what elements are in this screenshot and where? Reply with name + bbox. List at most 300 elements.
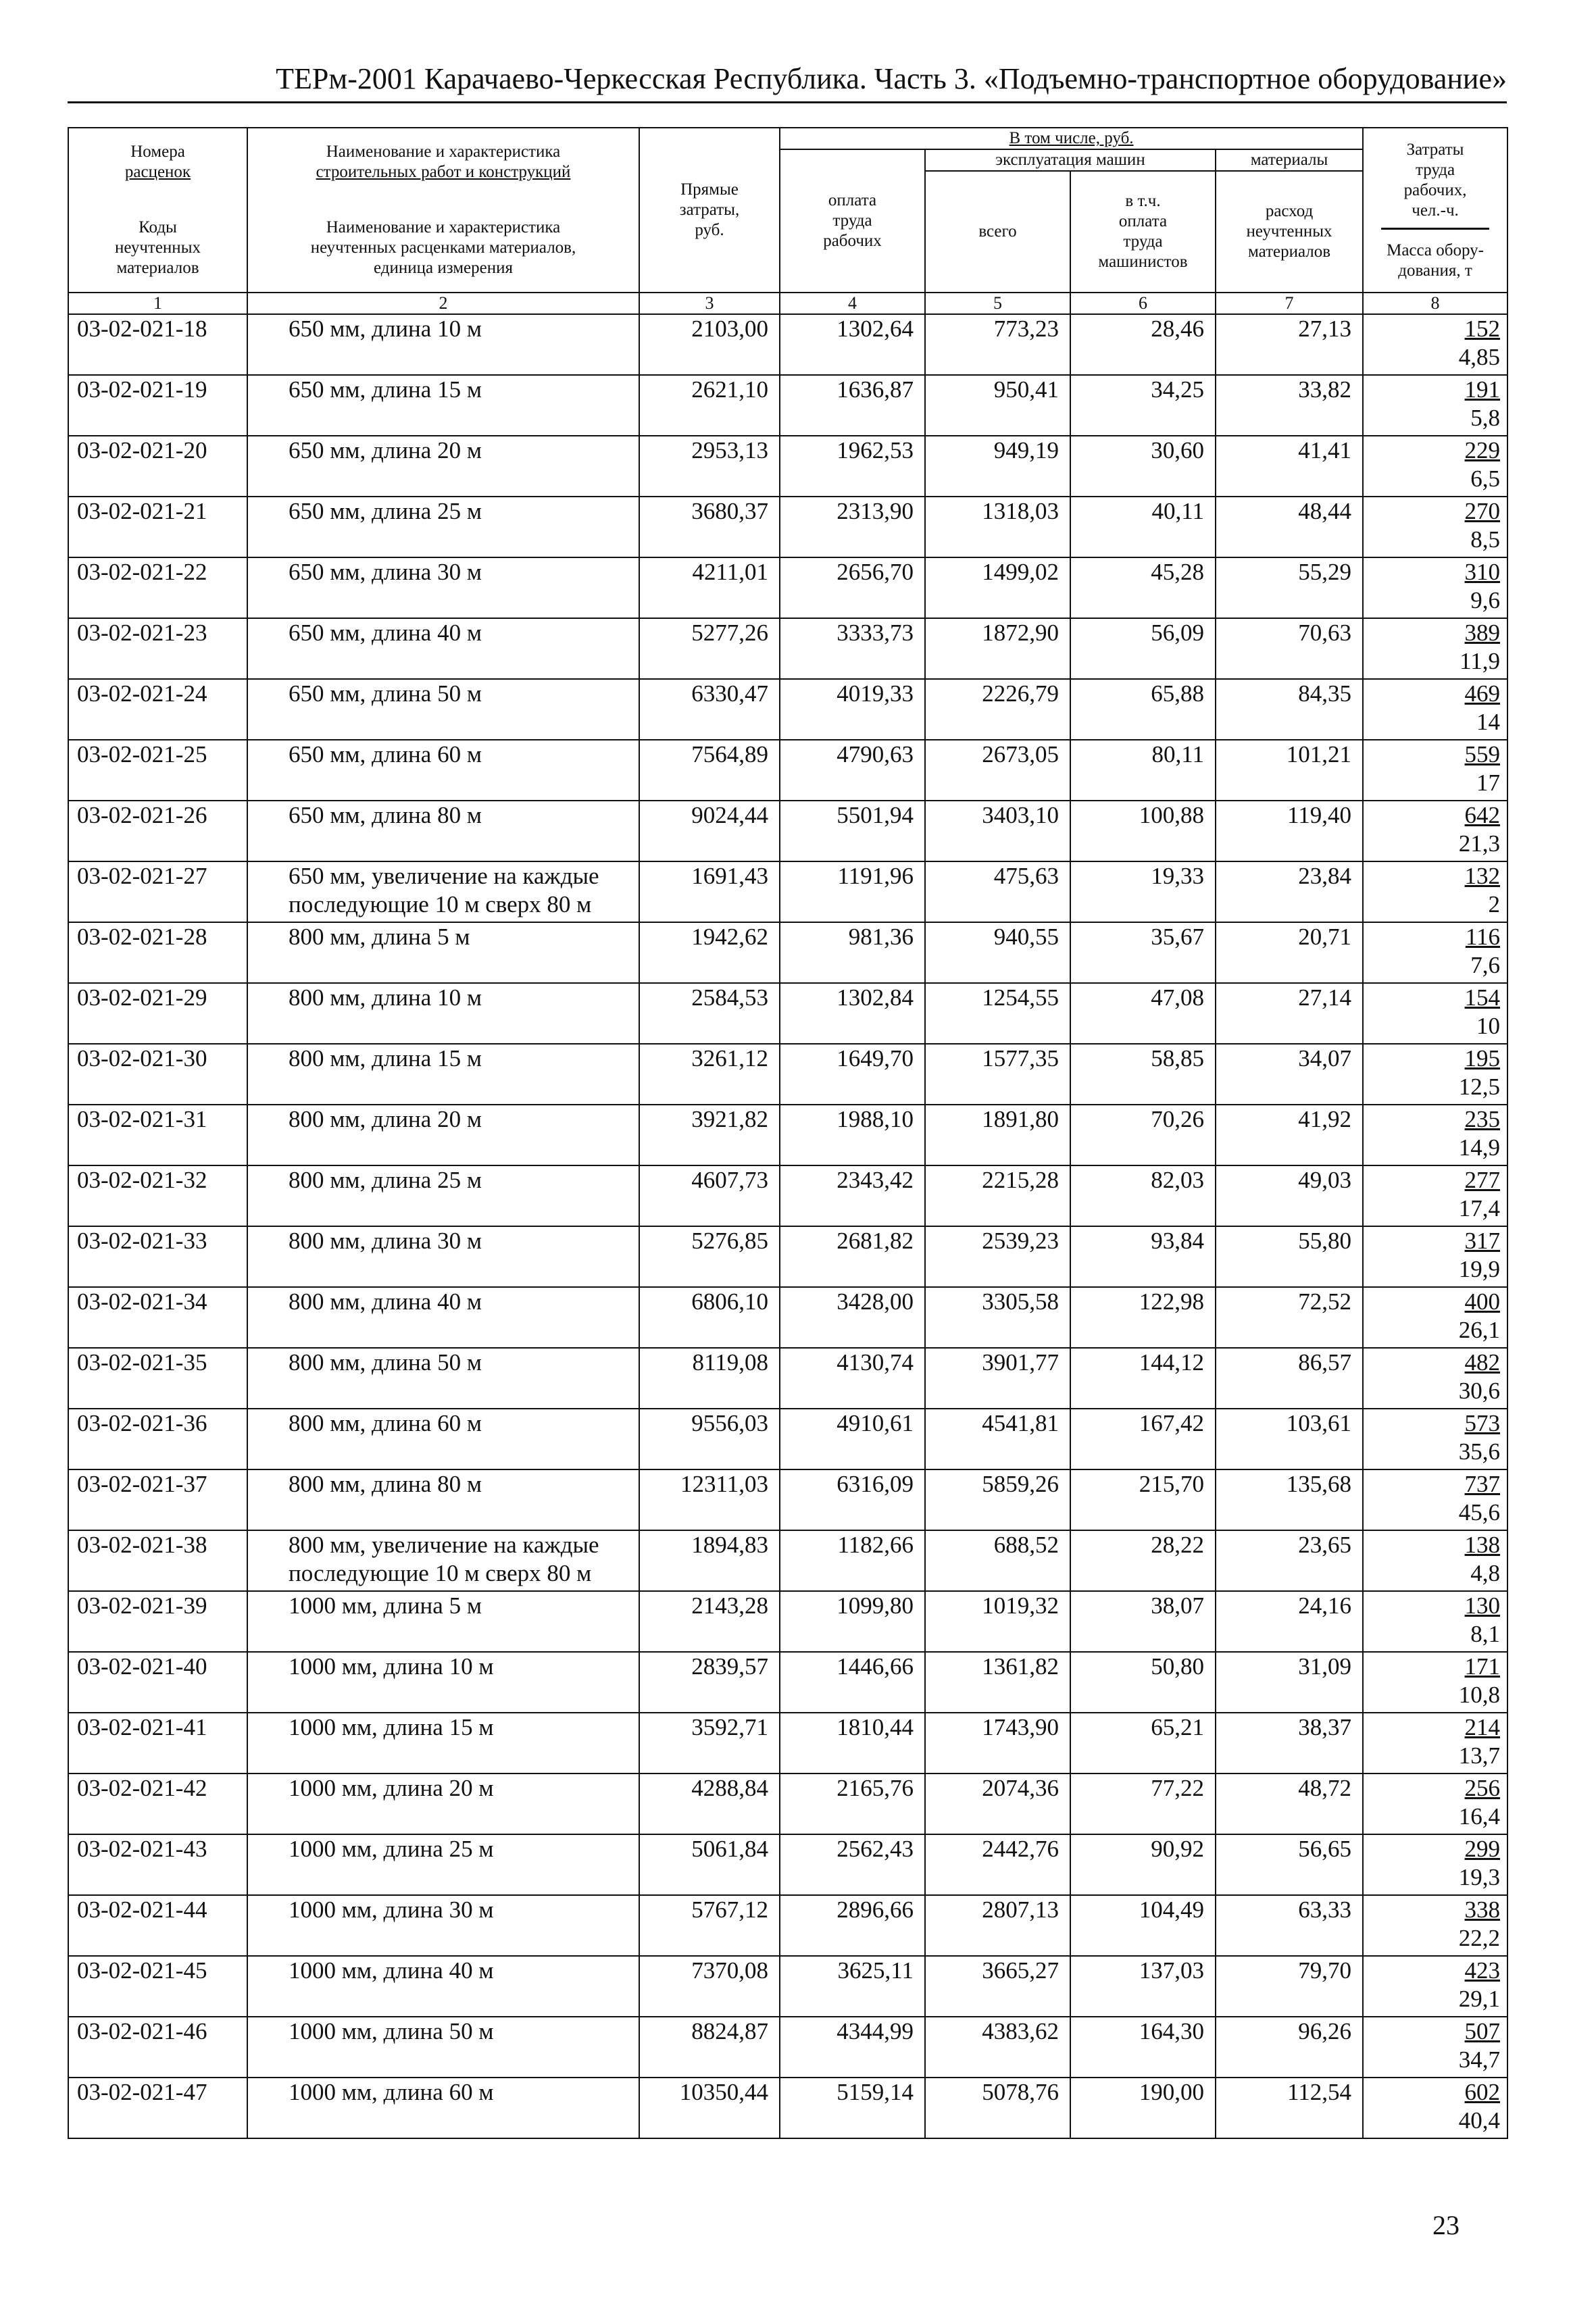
machinists-wages-cell: 70,26	[1070, 1105, 1216, 1165]
machines-total-cell: 4541,81	[925, 1409, 1070, 1469]
equipment-mass-value: 45,6	[1458, 1499, 1501, 1526]
machines-total-cell: 3403,10	[925, 801, 1070, 861]
table-row	[68, 1348, 1507, 1409]
equipment-mass-value: 13,7	[1458, 1742, 1501, 1769]
table-row	[68, 314, 1507, 375]
rate-code-cell: 03-02-021-30	[68, 1044, 247, 1105]
direct-costs-cell: 3921,82	[639, 1105, 780, 1165]
labor-hours-value: 642	[1464, 802, 1501, 828]
labor-mass-cell	[1363, 801, 1507, 861]
equipment-mass-value: 19,9	[1458, 1256, 1501, 1282]
machines-total-cell: 3901,77	[925, 1348, 1070, 1409]
materials-consumption-cell: 48,44	[1216, 497, 1363, 557]
direct-costs-cell: 5061,84	[639, 1834, 780, 1895]
work-name-cell: 1000 мм, длина 10 м	[247, 1652, 639, 1713]
rate-code-cell: 03-02-021-26	[68, 801, 247, 861]
machines-total-cell: 773,23	[925, 314, 1070, 375]
labor-mass-cell	[1363, 1591, 1507, 1652]
rate-code-cell: 03-02-021-32	[68, 1165, 247, 1226]
direct-costs-cell: 2103,00	[639, 314, 780, 375]
direct-costs-cell: 5767,12	[639, 1895, 780, 1956]
equipment-mass-value: 9,6	[1470, 587, 1501, 613]
machines-total-cell: 3665,27	[925, 1956, 1070, 2017]
table-row	[68, 1713, 1507, 1774]
header-labor-wages: оплата труда рабочих	[780, 149, 925, 293]
equipment-mass-value: 8,5	[1470, 526, 1501, 553]
materials-consumption-cell: 27,13	[1216, 314, 1363, 375]
table-row	[68, 861, 1507, 922]
machinists-wages-cell: 144,12	[1070, 1348, 1216, 1409]
labor-wages-cell: 1446,66	[780, 1652, 925, 1713]
labor-wages-cell: 1302,64	[780, 314, 925, 375]
materials-consumption-cell: 72,52	[1216, 1287, 1363, 1348]
table-row	[68, 497, 1507, 557]
table-row	[68, 1591, 1507, 1652]
labor-wages-cell: 2562,43	[780, 1834, 925, 1895]
rates-table	[68, 127, 1508, 2139]
machinists-wages-cell: 137,03	[1070, 1956, 1216, 2017]
work-name-cell: 650 мм, длина 50 м	[247, 679, 639, 740]
labor-wages-cell: 4130,74	[780, 1348, 925, 1409]
labor-mass-cell	[1363, 1287, 1507, 1348]
work-name-cell: 650 мм, длина 40 м	[247, 618, 639, 679]
labor-mass-cell	[1363, 1165, 1507, 1226]
table-row	[68, 1226, 1507, 1287]
equipment-mass-value: 5,8	[1470, 405, 1501, 431]
equipment-mass-value: 16,4	[1458, 1803, 1501, 1830]
direct-costs-cell: 5277,26	[639, 618, 780, 679]
equipment-mass-value: 14	[1476, 709, 1501, 735]
machinists-wages-cell: 167,42	[1070, 1409, 1216, 1469]
header-machinists-wages: в т.ч. оплата труда машинистов	[1070, 171, 1216, 293]
rate-code-cell: 03-02-021-37	[68, 1469, 247, 1530]
machines-total-cell: 1743,90	[925, 1713, 1070, 1774]
labor-wages-cell: 1182,66	[780, 1530, 925, 1591]
direct-costs-cell: 7564,89	[639, 740, 780, 801]
machines-total-cell: 940,55	[925, 922, 1070, 983]
direct-costs-cell: 5276,85	[639, 1226, 780, 1287]
table-row	[68, 436, 1507, 497]
column-number: 6	[1070, 293, 1216, 314]
header-direct-costs: Прямые затраты, руб.	[639, 128, 780, 293]
labor-hours-value: 195	[1464, 1045, 1501, 1072]
labor-wages-cell: 3625,11	[780, 1956, 925, 2017]
equipment-mass-value: 21,3	[1458, 830, 1501, 857]
materials-consumption-cell: 96,26	[1216, 2017, 1363, 2078]
table-row	[68, 1105, 1507, 1165]
direct-costs-cell: 4211,01	[639, 557, 780, 618]
equipment-mass-value: 17	[1476, 770, 1501, 796]
direct-costs-cell: 12311,03	[639, 1469, 780, 1530]
labor-wages-cell: 1649,70	[780, 1044, 925, 1105]
machinists-wages-cell: 93,84	[1070, 1226, 1216, 1287]
machinists-wages-cell: 30,60	[1070, 436, 1216, 497]
labor-hours-value: 171	[1464, 1653, 1501, 1680]
work-name-cell: 800 мм, длина 30 м	[247, 1226, 639, 1287]
labor-mass-cell	[1363, 436, 1507, 497]
direct-costs-cell: 2953,13	[639, 436, 780, 497]
direct-costs-cell: 9556,03	[639, 1409, 780, 1469]
labor-hours-value: 152	[1464, 316, 1501, 342]
labor-wages-cell: 981,36	[780, 922, 925, 983]
labor-wages-cell: 2165,76	[780, 1774, 925, 1834]
materials-consumption-cell: 41,92	[1216, 1105, 1363, 1165]
direct-costs-cell: 8824,87	[639, 2017, 780, 2078]
machines-total-cell: 5078,76	[925, 2078, 1070, 2138]
rate-code-cell: 03-02-021-35	[68, 1348, 247, 1409]
materials-consumption-cell: 103,61	[1216, 1409, 1363, 1469]
table-row	[68, 375, 1507, 436]
machines-total-cell: 2215,28	[925, 1165, 1070, 1226]
rate-code-cell: 03-02-021-39	[68, 1591, 247, 1652]
labor-mass-cell	[1363, 1834, 1507, 1895]
machinists-wages-cell: 164,30	[1070, 2017, 1216, 2078]
labor-mass-cell	[1363, 618, 1507, 679]
work-name-cell: 1000 мм, длина 20 м	[247, 1774, 639, 1834]
labor-mass-cell	[1363, 1226, 1507, 1287]
rate-code-cell: 03-02-021-33	[68, 1226, 247, 1287]
table-row	[68, 2017, 1507, 2078]
header-codes: Номера расценок Коды неучтенных материалов	[68, 128, 247, 293]
equipment-mass-value: 29,1	[1458, 1986, 1501, 2012]
direct-costs-cell: 2143,28	[639, 1591, 780, 1652]
machinists-wages-cell: 56,09	[1070, 618, 1216, 679]
rate-code-cell: 03-02-021-46	[68, 2017, 247, 2078]
labor-wages-cell: 4344,99	[780, 2017, 925, 2078]
labor-wages-cell: 2343,42	[780, 1165, 925, 1226]
rate-code-cell: 03-02-021-47	[68, 2078, 247, 2138]
equipment-mass-value: 10	[1476, 1013, 1501, 1039]
equipment-mass-value: 12,5	[1458, 1074, 1501, 1100]
work-name-cell: 1000 мм, длина 60 м	[247, 2078, 639, 2138]
labor-mass-cell	[1363, 983, 1507, 1044]
labor-hours-value: 423	[1464, 1957, 1501, 1984]
rate-code-cell: 03-02-021-42	[68, 1774, 247, 1834]
materials-consumption-cell: 79,70	[1216, 1956, 1363, 2017]
machines-total-cell: 2539,23	[925, 1226, 1070, 1287]
column-number: 1	[68, 293, 247, 314]
column-number: 5	[925, 293, 1070, 314]
labor-hours-value: 389	[1464, 620, 1501, 646]
labor-mass-cell	[1363, 314, 1507, 375]
work-name-cell: 800 мм, длина 40 м	[247, 1287, 639, 1348]
work-name-cell: 1000 мм, длина 40 м	[247, 1956, 639, 2017]
equipment-mass-value: 40,4	[1458, 2107, 1501, 2134]
labor-hours-value: 469	[1464, 680, 1501, 707]
table-row	[68, 1652, 1507, 1713]
labor-hours-value: 130	[1464, 1592, 1501, 1619]
header-materials-group: материалы	[1216, 149, 1363, 171]
rate-code-cell: 03-02-021-19	[68, 375, 247, 436]
materials-consumption-cell: 55,29	[1216, 557, 1363, 618]
work-name-cell: 800 мм, длина 25 м	[247, 1165, 639, 1226]
labor-mass-cell	[1363, 1409, 1507, 1469]
work-name-cell: 1000 мм, длина 15 м	[247, 1713, 639, 1774]
equipment-mass-value: 22,2	[1458, 1925, 1501, 1951]
rate-code-cell: 03-02-021-29	[68, 983, 247, 1044]
labor-mass-cell	[1363, 1895, 1507, 1956]
rate-code-cell: 03-02-021-22	[68, 557, 247, 618]
direct-costs-cell: 3680,37	[639, 497, 780, 557]
equipment-mass-value: 7,6	[1470, 952, 1501, 978]
labor-wages-cell: 4019,33	[780, 679, 925, 740]
machines-total-cell: 1499,02	[925, 557, 1070, 618]
header-names: Наименование и характеристика строительных работ и конструкций Наименование и характеристика неучтенных расценками материалов, единица измерения	[247, 128, 639, 293]
column-number: 4	[780, 293, 925, 314]
header-materials-consumption: расход неучтенных материалов	[1216, 171, 1363, 293]
rate-code-cell: 03-02-021-31	[68, 1105, 247, 1165]
materials-consumption-cell: 49,03	[1216, 1165, 1363, 1226]
table-row	[68, 2078, 1507, 2138]
labor-hours-value: 270	[1464, 498, 1501, 524]
materials-consumption-cell: 56,65	[1216, 1834, 1363, 1895]
header-including-group: В том числе, руб.	[780, 128, 1363, 149]
labor-mass-cell	[1363, 557, 1507, 618]
work-name-cell: 800 мм, длина 80 м	[247, 1469, 639, 1530]
materials-consumption-cell: 20,71	[1216, 922, 1363, 983]
work-name-cell: 650 мм, длина 30 м	[247, 557, 639, 618]
labor-mass-cell	[1363, 2017, 1507, 2078]
direct-costs-cell: 3261,12	[639, 1044, 780, 1105]
machines-total-cell: 2673,05	[925, 740, 1070, 801]
labor-hours-value: 602	[1464, 2079, 1501, 2105]
labor-hours-value: 214	[1464, 1714, 1501, 1740]
machines-total-cell: 5859,26	[925, 1469, 1070, 1530]
labor-wages-cell: 1302,84	[780, 983, 925, 1044]
machinists-wages-cell: 215,70	[1070, 1469, 1216, 1530]
direct-costs-cell: 3592,71	[639, 1713, 780, 1774]
rate-code-cell: 03-02-021-25	[68, 740, 247, 801]
rate-code-cell: 03-02-021-18	[68, 314, 247, 375]
labor-wages-cell: 5159,14	[780, 2078, 925, 2138]
labor-mass-cell	[1363, 2078, 1507, 2138]
direct-costs-cell: 1894,83	[639, 1530, 780, 1591]
labor-hours-value: 507	[1464, 2018, 1501, 2044]
equipment-mass-value: 10,8	[1458, 1682, 1501, 1708]
machinists-wages-cell: 40,11	[1070, 497, 1216, 557]
rate-code-cell: 03-02-021-36	[68, 1409, 247, 1469]
materials-consumption-cell: 33,82	[1216, 375, 1363, 436]
direct-costs-cell: 8119,08	[639, 1348, 780, 1409]
materials-consumption-cell: 23,84	[1216, 861, 1363, 922]
column-number: 8	[1363, 293, 1507, 314]
table-row	[68, 618, 1507, 679]
labor-hours-value: 191	[1464, 376, 1501, 403]
labor-hours-value: 338	[1464, 1896, 1501, 1923]
table-row	[68, 557, 1507, 618]
rate-code-cell: 03-02-021-41	[68, 1713, 247, 1774]
work-name-cell: 800 мм, длина 20 м	[247, 1105, 639, 1165]
title-rule	[68, 101, 1507, 103]
header-machines-total: всего	[925, 171, 1070, 293]
header-split-line	[1381, 228, 1489, 230]
table-row	[68, 1287, 1507, 1348]
table-row	[68, 922, 1507, 983]
labor-wages-cell: 6316,09	[780, 1469, 925, 1530]
rate-code-cell: 03-02-021-28	[68, 922, 247, 983]
machinists-wages-cell: 190,00	[1070, 2078, 1216, 2138]
equipment-mass-value: 17,4	[1458, 1195, 1501, 1222]
machines-total-cell: 2074,36	[925, 1774, 1070, 1834]
machinists-wages-cell: 90,92	[1070, 1834, 1216, 1895]
labor-hours-value: 559	[1464, 741, 1501, 768]
machines-total-cell: 1019,32	[925, 1591, 1070, 1652]
labor-hours-value: 235	[1464, 1106, 1501, 1132]
machinists-wages-cell: 28,22	[1070, 1530, 1216, 1591]
table-row	[68, 1834, 1507, 1895]
machines-total-cell: 1254,55	[925, 983, 1070, 1044]
work-name-cell: 1000 мм, длина 50 м	[247, 2017, 639, 2078]
direct-costs-cell: 2839,57	[639, 1652, 780, 1713]
machines-total-cell: 3305,58	[925, 1287, 1070, 1348]
header-machines-group: эксплуатация машин	[925, 149, 1216, 171]
table-row	[68, 1409, 1507, 1469]
direct-costs-cell: 1942,62	[639, 922, 780, 983]
machines-total-cell: 1361,82	[925, 1652, 1070, 1713]
equipment-mass-value: 30,6	[1458, 1378, 1501, 1404]
materials-consumption-cell: 63,33	[1216, 1895, 1363, 1956]
work-name-cell: 800 мм, длина 60 м	[247, 1409, 639, 1469]
machinists-wages-cell: 80,11	[1070, 740, 1216, 801]
labor-mass-cell	[1363, 1652, 1507, 1713]
equipment-mass-value: 11,9	[1460, 648, 1501, 674]
direct-costs-cell: 1691,43	[639, 861, 780, 922]
labor-wages-cell: 5501,94	[780, 801, 925, 861]
direct-costs-cell: 2621,10	[639, 375, 780, 436]
work-name-cell: 1000 мм, длина 5 м	[247, 1591, 639, 1652]
machinists-wages-cell: 28,46	[1070, 314, 1216, 375]
machinists-wages-cell: 82,03	[1070, 1165, 1216, 1226]
work-name-cell: 650 мм, длина 60 м	[247, 740, 639, 801]
machinists-wages-cell: 65,88	[1070, 679, 1216, 740]
table-row	[68, 801, 1507, 861]
work-name-cell: 800 мм, длина 15 м	[247, 1044, 639, 1105]
materials-consumption-cell: 31,09	[1216, 1652, 1363, 1713]
machines-total-cell: 949,19	[925, 436, 1070, 497]
labor-wages-cell: 1191,96	[780, 861, 925, 922]
labor-mass-cell	[1363, 1530, 1507, 1591]
materials-consumption-cell: 23,65	[1216, 1530, 1363, 1591]
machinists-wages-cell: 34,25	[1070, 375, 1216, 436]
labor-mass-cell	[1363, 1044, 1507, 1105]
materials-consumption-cell: 24,16	[1216, 1591, 1363, 1652]
machines-total-cell: 2226,79	[925, 679, 1070, 740]
column-number: 2	[247, 293, 639, 314]
equipment-mass-value: 4,85	[1458, 344, 1501, 370]
table-row	[68, 1165, 1507, 1226]
labor-wages-cell: 2313,90	[780, 497, 925, 557]
machinists-wages-cell: 122,98	[1070, 1287, 1216, 1348]
work-name-cell: 800 мм, длина 5 м	[247, 922, 639, 983]
rate-code-cell: 03-02-021-38	[68, 1530, 247, 1591]
machinists-wages-cell: 35,67	[1070, 922, 1216, 983]
direct-costs-cell: 6806,10	[639, 1287, 780, 1348]
equipment-mass-value: 26,1	[1458, 1317, 1501, 1343]
table-row	[68, 1044, 1507, 1105]
labor-wages-cell: 4790,63	[780, 740, 925, 801]
machinists-wages-cell: 38,07	[1070, 1591, 1216, 1652]
table-row	[68, 679, 1507, 740]
column-numbers-row	[68, 293, 1507, 314]
work-name-cell: 650 мм, увеличение на каждые последующие 10 м сверх 80 м	[247, 861, 639, 922]
materials-consumption-cell: 101,21	[1216, 740, 1363, 801]
labor-wages-cell: 3428,00	[780, 1287, 925, 1348]
work-name-cell: 1000 мм, длина 25 м	[247, 1834, 639, 1895]
document-title: ТЕРм-2001 Карачаево-Черкесская Республика. Часть 3. «Подъемно-транспортное оборудование»	[276, 62, 1507, 95]
work-name-cell: 800 мм, длина 10 м	[247, 983, 639, 1044]
column-number: 7	[1216, 293, 1363, 314]
rate-code-cell: 03-02-021-45	[68, 1956, 247, 2017]
labor-hours-value: 277	[1464, 1167, 1501, 1193]
table-row	[68, 1469, 1507, 1530]
materials-consumption-cell: 27,14	[1216, 983, 1363, 1044]
rate-code-cell: 03-02-021-20	[68, 436, 247, 497]
direct-costs-cell: 9024,44	[639, 801, 780, 861]
labor-hours-value: 737	[1464, 1471, 1501, 1497]
machinists-wages-cell: 65,21	[1070, 1713, 1216, 1774]
table-row	[68, 1956, 1507, 2017]
labor-mass-cell	[1363, 1774, 1507, 1834]
labor-hours-value: 299	[1464, 1836, 1501, 1862]
work-name-cell: 650 мм, длина 20 м	[247, 436, 639, 497]
page-number: 23	[1432, 2210, 1460, 2240]
table-row	[68, 1530, 1507, 1591]
labor-hours-value: 317	[1464, 1228, 1501, 1254]
labor-mass-cell	[1363, 1348, 1507, 1409]
materials-consumption-cell: 70,63	[1216, 618, 1363, 679]
work-name-cell: 650 мм, длина 25 м	[247, 497, 639, 557]
materials-consumption-cell: 112,54	[1216, 2078, 1363, 2138]
rate-code-cell: 03-02-021-40	[68, 1652, 247, 1713]
work-name-cell: 800 мм, длина 50 м	[247, 1348, 639, 1409]
machinists-wages-cell: 45,28	[1070, 557, 1216, 618]
machines-total-cell: 1872,90	[925, 618, 1070, 679]
direct-costs-cell: 4607,73	[639, 1165, 780, 1226]
machinists-wages-cell: 100,88	[1070, 801, 1216, 861]
work-name-cell: 650 мм, длина 15 м	[247, 375, 639, 436]
labor-mass-cell	[1363, 922, 1507, 983]
equipment-mass-value: 35,6	[1458, 1438, 1501, 1465]
machinists-wages-cell: 47,08	[1070, 983, 1216, 1044]
work-name-cell: 650 мм, длина 10 м	[247, 314, 639, 375]
labor-wages-cell: 1099,80	[780, 1591, 925, 1652]
machinists-wages-cell: 58,85	[1070, 1044, 1216, 1105]
labor-wages-cell: 2681,82	[780, 1226, 925, 1287]
labor-hours-value: 154	[1464, 984, 1501, 1011]
work-name-cell: 800 мм, увеличение на каждые последующие 10 м сверх 80 м	[247, 1530, 639, 1591]
labor-mass-cell	[1363, 861, 1507, 922]
labor-mass-cell	[1363, 740, 1507, 801]
machines-total-cell: 950,41	[925, 375, 1070, 436]
machinists-wages-cell: 104,49	[1070, 1895, 1216, 1956]
labor-mass-cell	[1363, 1469, 1507, 1530]
labor-hours-value: 138	[1464, 1532, 1501, 1558]
materials-consumption-cell: 84,35	[1216, 679, 1363, 740]
labor-hours-value: 116	[1465, 924, 1501, 950]
labor-mass-cell	[1363, 679, 1507, 740]
labor-mass-cell	[1363, 1105, 1507, 1165]
materials-consumption-cell: 119,40	[1216, 801, 1363, 861]
labor-wages-cell: 1810,44	[780, 1713, 925, 1774]
labor-hours-value: 310	[1464, 559, 1501, 585]
labor-hours-value: 573	[1464, 1410, 1501, 1436]
materials-consumption-cell: 34,07	[1216, 1044, 1363, 1105]
machines-total-cell: 2442,76	[925, 1834, 1070, 1895]
machines-total-cell: 1577,35	[925, 1044, 1070, 1105]
equipment-mass-value: 8,1	[1470, 1621, 1501, 1647]
rate-code-cell: 03-02-021-44	[68, 1895, 247, 1956]
rate-code-cell: 03-02-021-43	[68, 1834, 247, 1895]
